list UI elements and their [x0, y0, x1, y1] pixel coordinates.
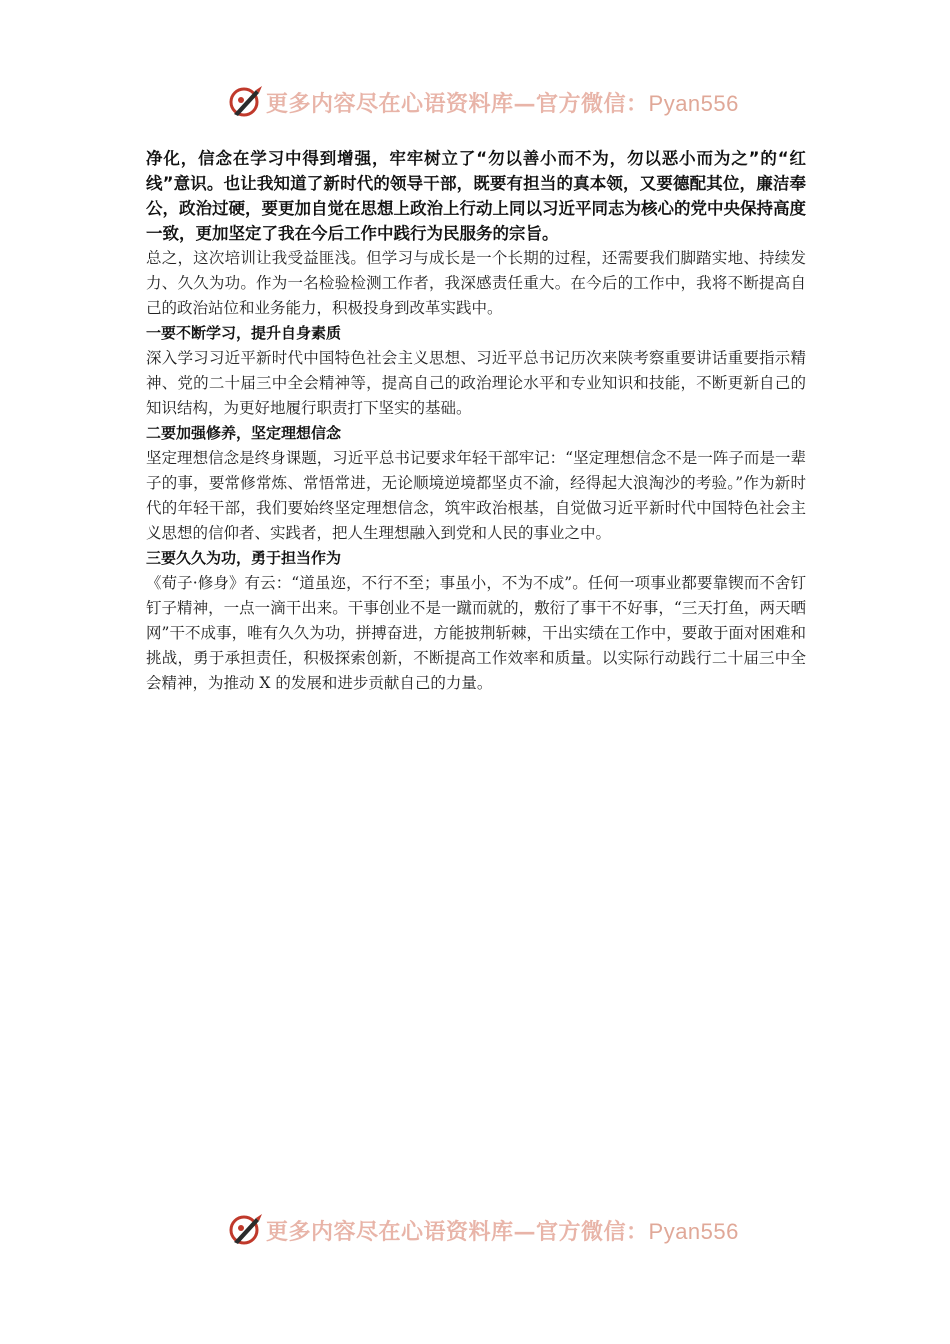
header-banner — [0, 82, 950, 122]
wechat-id: Pyan556 — [648, 1218, 739, 1244]
section-heading-2: 二要加强修养，坚定理想信念 — [146, 424, 342, 442]
section-paragraph-3: 《荀子·修身》有云：“道虽迩，不行不至；事虽小，不为不成”。任何一项事业都要靠锲而不舍钉钉子精神，一点一滴干出来。干事创业不是一蹴而就的，敷衍了事干不好事，“三天打鱼，两天晒网”干不成事，唯有久久为功，拼搏奋进，方能披荆斩棘，干出实绩在工作中，要敢于面对困难和挑战，勇于承担责任，积极探索创新，不断提高工作效率和质量。以实际行动践行二十届三中全会精神，为推动 X 的发展和进步贡献自己的力量。 — [146, 574, 806, 692]
banner-text: 更多内容尽在心语资料库—官方微信：Pyan556 — [266, 1218, 739, 1245]
document-body — [146, 146, 806, 696]
section-heading-3: 三要久久为功，勇于担当作为 — [146, 549, 342, 567]
section-paragraph-2: 坚定理想信念是终身课题，习近平总书记要求年轻干部牢记：“坚定理想信念不是一阵子而是一辈子的事，要常修常炼、常悟常进，无论顺境逆境都坚贞不渝，经得起大浪淘沙的考验。”作为新时代的年轻干部，我们要始终坚定理想信念，筑牢政治根基，自觉做习近平新时代中国特色社会主义思想的信仰者、实践者，把人生理想融入到党和人民的事业之中。 — [146, 449, 806, 542]
summary-paragraph: 总之，这次培训让我受益匪浅。但学习与成长是一个长期的过程，还需要我们脚踏实地、持续发力、久久为功。作为一名检验检测工作者，我深感责任重大。在今后的工作中，我将不断提高自己的政治站位和业务能力，积极投身到改革实践中。 — [146, 249, 806, 317]
footer-banner — [0, 1210, 950, 1250]
intro-paragraph: 净化，信念在学习中得到增强，牢牢树立了“勿以善小而不为，勿以恶小而为之”的“红线”意识。也让我知道了新时代的领导干部，既要有担当的真本领，又要德配其位，廉洁奉公，政治过硬，要更加自觉在思想上政治上行动上同以习近平同志为核心的党中央保持高度一致，更加坚定了我在今后工作中践行为民服务的宗旨。 — [146, 149, 806, 243]
quill-logo-icon — [228, 1212, 264, 1248]
banner-text: 更多内容尽在心语资料库—官方微信：Pyan556 — [266, 90, 739, 117]
quill-logo-icon — [228, 84, 264, 120]
wechat-id: Pyan556 — [648, 90, 739, 116]
section-paragraph-1: 深入学习习近平新时代中国特色社会主义思想、习近平总书记历次来陕考察重要讲话重要指示精神、党的二十届三中全会精神等，提高自己的政治理论水平和专业知识和技能，不断更新自己的知识结构，为更好地履行职责打下坚实的基础。 — [146, 349, 806, 417]
section-heading-1: 一要不断学习，提升自身素质 — [146, 324, 342, 342]
